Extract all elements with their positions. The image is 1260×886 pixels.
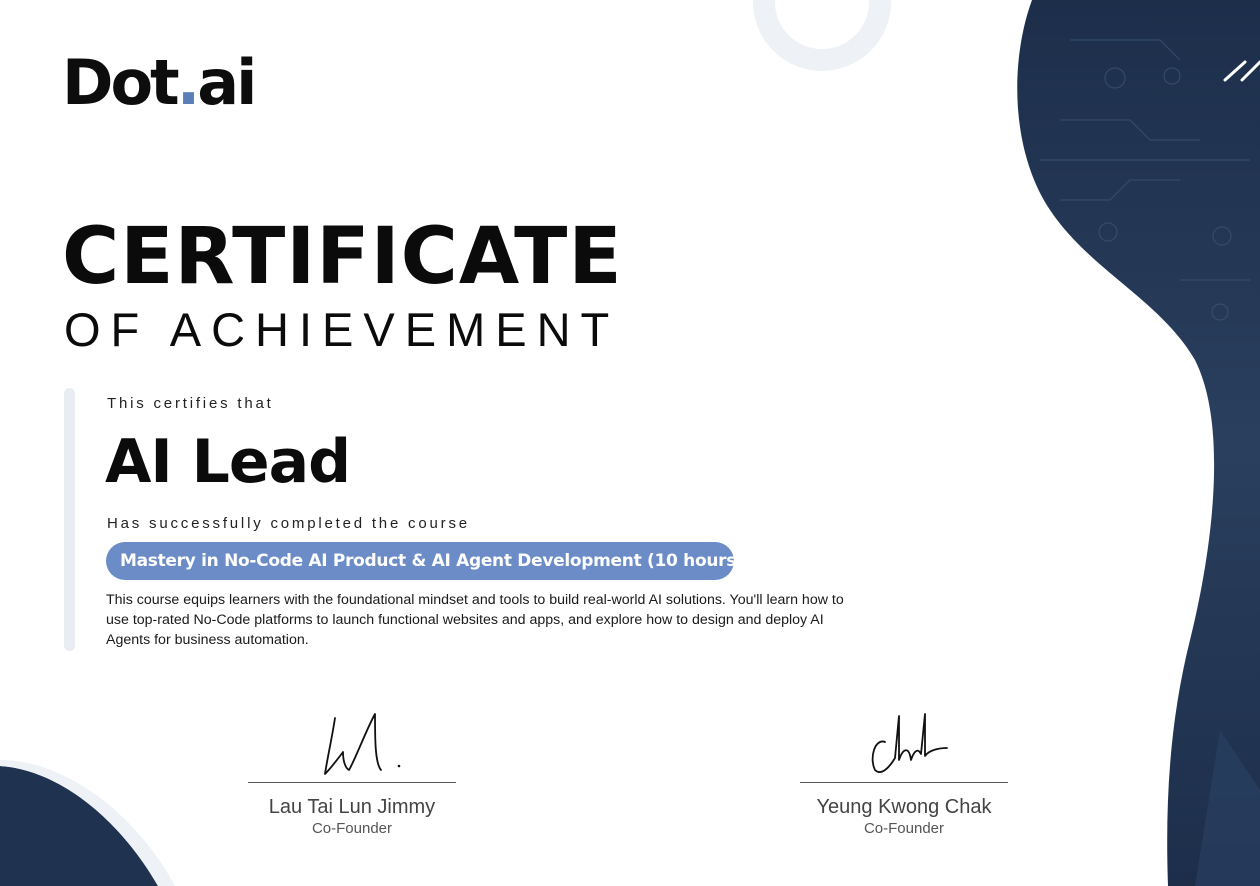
signature-right [829, 708, 979, 780]
signer-name-left: Lau Tai Lun Jimmy [268, 796, 436, 818]
completed-text: Has successfully completed the course [107, 515, 470, 532]
course-description: This course equips learners with the foundational mindset and tools to build real-world AI solutions. You'll learn how to use top-rated No-Code platforms to launch functional websites and apps, and explore how to design and deploy AI Agents for business automation. [106, 592, 844, 648]
signature-block-left [248, 708, 456, 837]
dot-ai-logo [62, 46, 255, 119]
logo-main: Dot [62, 46, 177, 119]
signature-line-left [248, 782, 456, 783]
signature-left [277, 708, 427, 780]
signer-role-right: Co-Founder [863, 820, 945, 837]
certificate-title: CERTIFICATE [62, 212, 623, 302]
course-name-badge: Mastery in No-Code AI Product & AI Agent Development (10 hours) [106, 542, 734, 580]
logo-suffix: ai [197, 46, 255, 119]
accent-bar [64, 388, 75, 651]
ring-decoration [764, 0, 880, 60]
signature-block-right [800, 708, 1008, 837]
signature-line-right [800, 782, 1008, 783]
signer-name-right: Yeung Kwong Chak [816, 796, 992, 818]
certificate-subtitle: OF ACHIEVEMENT [64, 303, 620, 356]
logo-dot: . [176, 46, 198, 119]
signer-role-left: Co-Founder [311, 820, 393, 837]
certifies-text: This certifies that [107, 395, 274, 412]
recipient-name: AI Lead [105, 427, 351, 497]
